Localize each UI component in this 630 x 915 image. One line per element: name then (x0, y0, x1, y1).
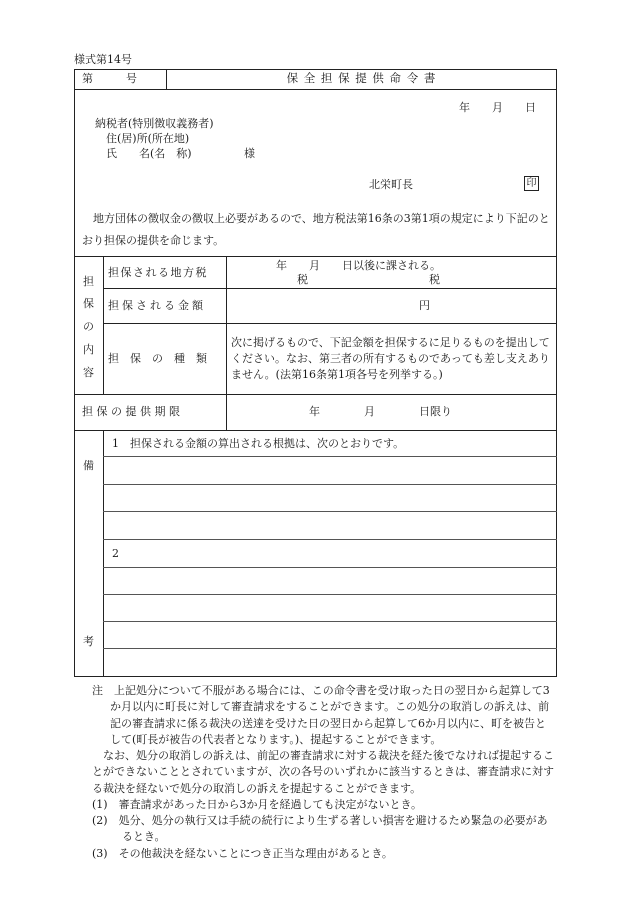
content-section-bottom (74, 394, 557, 395)
remarks-top (74, 430, 557, 431)
name-label: 氏 名(名 称) (106, 147, 192, 160)
honorific: 様 (244, 147, 255, 160)
side-label-char: 容 (83, 366, 94, 379)
remarks-rule (103, 511, 557, 512)
remarks-label-bottom: 考 (83, 635, 94, 648)
notes-intro: 注 上記処分について不服がある場合には、この命令書を受け取った日の翌日から起算して3か月以内に町長に対して審査請求をすることができます。この処分の取消しの訴えは、前記の審査請求に係る裁決の送達を受けた日の翌日から起算して6か月以内に、町を被告として(町長が被告の代表者となります。)、提起することができます。 (92, 684, 550, 746)
form-number: 様式第14号 (74, 53, 132, 66)
secured-tax-label: 担保される地方税 (108, 266, 208, 279)
deadline-value: 年 月 日限り (309, 405, 452, 418)
deadline-label: 担 保 の 提 供 期 限 (82, 405, 180, 418)
remarks-rule (103, 621, 557, 622)
secured-amount-label: 担保される金額 (108, 299, 206, 312)
taxpayer-label: 納税者(特別徴収義務者) (95, 117, 214, 130)
secured-amount-unit: 円 (419, 299, 430, 312)
row-divider-2 (103, 323, 557, 324)
notes-item: (3) その他裁決を経ないことにつき正当な理由があるとき。 (92, 846, 393, 860)
remarks-rule (103, 539, 557, 540)
content-section-top (74, 256, 557, 257)
remarks-rule (103, 456, 557, 457)
form-serial-label: 第 号 (82, 72, 137, 85)
security-type-text: 次に掲げるもので、下記金額を担保するに足りるものを提出してください。なお、第三者の所有するものであっても差し支えありません。(法第16条第1項各号を列挙する。) (231, 336, 550, 381)
issue-date: 年 月 日 (459, 101, 536, 114)
remarks-item-1: 1 担保される金額の算出される根拠は、次のとおりです。 (112, 437, 405, 450)
secured-tax-date: 年 月 日以後に課される。 (276, 259, 441, 272)
content-side-divider (103, 256, 104, 394)
remarks-rule (103, 484, 557, 485)
secured-tax-items: 税 税 (297, 273, 440, 286)
notes-item: (1) 審査請求があった日から3か月を経過しても決定がないとき。 (92, 797, 423, 811)
seal-stamp: 印 (524, 176, 539, 191)
notes-paragraph: なお、処分の取消しの訴えは、前記の審査請求に対する裁決を経た後でなければ提起することができないこととされていますが、次の各号のいずれかに該当するときは、審査請求に対する裁決を経ないで処分の取消しの訴えを提起することができます。 (92, 749, 554, 795)
notes-item: (2) 処分、処分の執行又は手続の続行により生ずる著しい損害を避けるため緊急の必要があるとき。 (92, 814, 548, 844)
security-type-label: 担 保 の 種 類 (108, 352, 207, 365)
document-title: 保 全 担 保 提 供 命 令 書 (286, 71, 437, 85)
side-label-char: 保 (83, 297, 94, 310)
remarks-rule (103, 648, 557, 649)
header-divider (74, 89, 557, 90)
order-body-text: 地方団体の徴収金の徴収上必要があるので、地方税法第16条の3第1項の規定により下記のとおり担保の提供を命じます。 (82, 212, 550, 247)
issuer-title: 北栄町長 (369, 178, 413, 191)
remarks-label-top: 備 (83, 459, 94, 472)
remarks-rule (103, 567, 557, 568)
side-label-char: 内 (83, 343, 94, 356)
remarks-item-2: 2 (112, 547, 119, 560)
appeal-notes (92, 683, 554, 862)
remarks-side-divider (103, 430, 104, 677)
remarks-rule (103, 594, 557, 595)
row-divider-1 (103, 288, 557, 289)
side-label-char: の (83, 320, 94, 333)
content-label-divider (226, 256, 227, 430)
side-label-char: 担 (83, 275, 94, 288)
address-label: 住(居)所(所在地) (106, 132, 190, 145)
